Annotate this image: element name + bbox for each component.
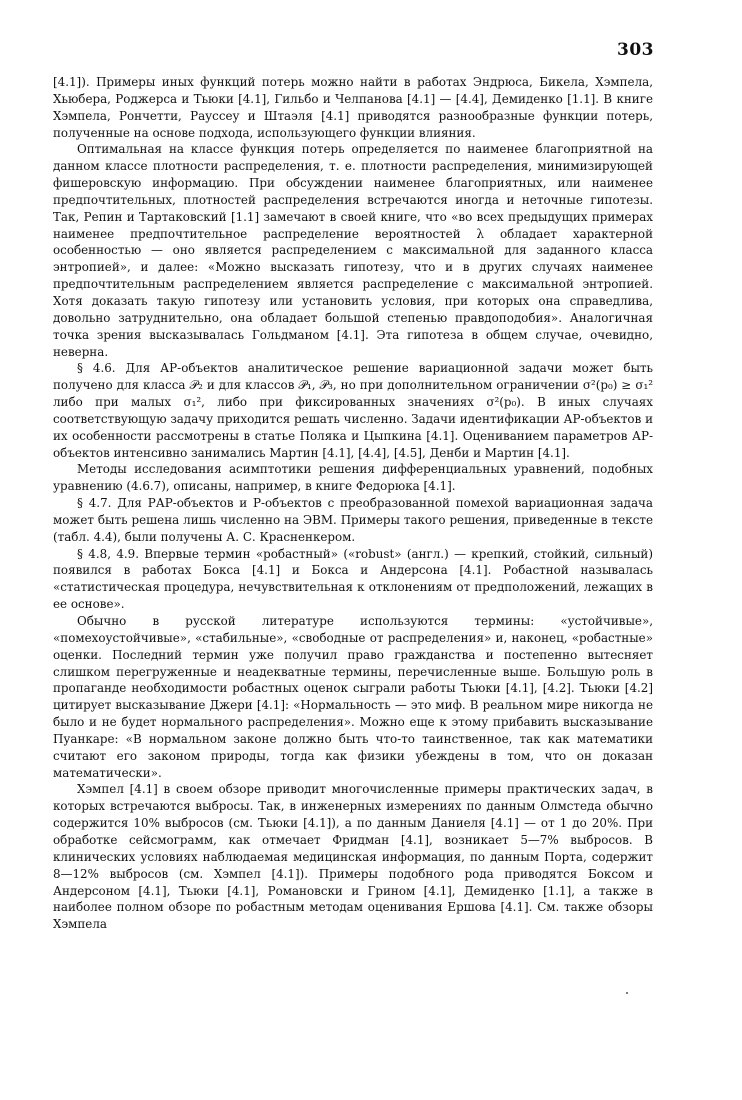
paragraph: § 4.8, 4.9. Впервые термин «робастный» («robust» (англ.) — крепкий, стойкий, сильный) появился в работах Бокса [4.1] и Бокса и Андерсона [4.1]. Робастной называлась «статистическая процедура, нечувствительная к отклонениям от предположений, лежащих в ее основе».: [53, 546, 653, 612]
paragraph: Методы исследования асимптотики решения дифференциальных уравнений, подобных уравнению (4.6.7), описаны, например, в книге Федорюка [4.1].: [53, 462, 653, 494]
paragraph: Хэмпел [4.1] в своем обзоре приводит многочисленные примеры практических задач, в которых встречаются выбросы. Так, в инженерных измерениях по данным Олмстеда обычно содержится 10% выбросов (см. Тьюки [4.1]), а по данным Даниеля [4.1] — от 1 до 20%. При обработке сейсмограмм, как отмечает Фридман [4.1], возникает 5—7% выбросов. В клинических условиях наблюдаемая медицинская информация, по данным Порта, содержит 8—12% выбросов (см. Хэмпел [4.1]). Примеры подобного рода приводятся Боксом и Андерсоном [4.1], Тьюки [4.1], Романовски и Грином [4.1], Демиденко [1.1], а также в наиболее полном обзоре по робастным методам оценивания Ершова [4.1]. См. также обзоры Хэмпела: [53, 782, 653, 932]
paragraph: § 4.6. Для АР-объектов аналитическое решение вариационной задачи может быть получено для класса 𝒫₂ и для классов 𝒫₁, 𝒫₃, но при дополнительном ограничении σ²(p₀) ≥ σ₁² либо при малых σ₁², либо при фиксированных значениях σ²(p₀). В иных случаях соответствующую задачу приходится решать численно. Задачи идентификации АР-объектов и их особенности рассмотрены в статье Поляка и Цыпкина [4.1]. Оцениванием параметров АР-объектов интенсивно занимались Мартин [4.1], [4.4], [4.5], Денби и Мартин [4.1].: [53, 361, 653, 460]
paragraph: Обычно в русской литературе используются термины: «устойчивые», «помехоустойчивые», «стабильные», «свободные от распределения» и, наконец, «робастные» оценки. Последний термин уже получил право гражданства и постепенно вытесняет слишком перегруженные и неадекватные термины, перечисленные выше. Большую роль в пропаганде необходимости робастных оценок сыграли работы Тьюки [4.1], [4.2]. Тьюки [4.2] цитирует высказывание Джери [4.1]: «Нормальность — это миф. В реальном мире никогда не было и не будет нормального распределения». Можно еще к этому прибавить высказывание Пуанкаре: «В нормальном законе должно быть что-то таинственное, так как математики считают его законом природы, тогда как физики убеждены в том, что он доказан математически».: [53, 614, 653, 780]
paragraph: § 4.7. Для РАР-объектов и Р-объектов с преобразованной помехой вариационная задача может быть решена лишь численно на ЭВМ. Примеры такого решения, приведенные в тексте (табл. 4.4), были получены А. С. Красненкером.: [53, 496, 653, 544]
page-number: 303: [617, 40, 654, 60]
paragraph: [4.1]). Примеры иных функций потерь можно найти в работах Эндрюса, Бикела, Хэмпела, Хьюбера, Роджерса и Тьюки [4.1], Гильбо и Челпанова [4.1] — [4.4], Демиденко [1.1]. В книге Хэмпела, Рончетти, Рауссеу и Штаэля [4.1] приводятся разнообразные функции потерь, полученные на основе подхода, использующего функции влияния.: [53, 75, 653, 140]
scan-speck: [626, 992, 628, 994]
body-text: [53, 74, 653, 933]
paragraph: Оптимальная на классе функция потерь определяется по наименее благоприятной на данном классе плотности распределения, т. е. плотности распределения, минимизирующей фишеровскую информацию. При обсуждении наименее благоприятных, или наименее предпочтительных, плотностей распределения встречаются иногда и неточные гипотезы. Так, Репин и Тартаковский [1.1] замечают в своей книге, что «во всех предыдущих примерах наименее предпочтительное распределение вероятностей λ обладает характерной особенностью — оно является распределением с максимальной для заданного класса энтропией», и далее: «Можно высказать гипотезу, что и в других случаях наименее предпочтительным распределением является распределение с максимальной энтропией. Хотя доказать такую гипотезу или установить условия, при которых она справедлива, довольно затруднительно, она обладает большой степенью правдоподобия». Аналогичная точка зрения высказывалась Гольдманом [4.1]. Эта гипотеза в общем случае, очевидно, неверна.: [53, 142, 653, 359]
